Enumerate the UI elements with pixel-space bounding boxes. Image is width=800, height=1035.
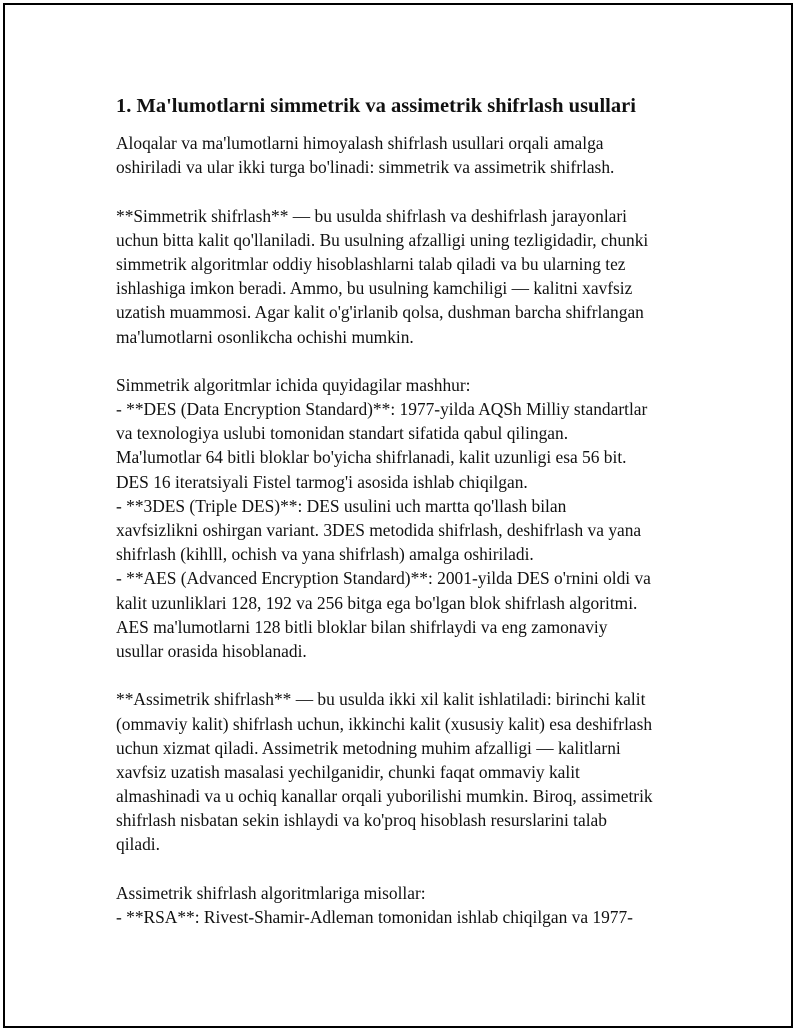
text-line: Ma'lumotlar 64 bitli bloklar bo'yicha shifrlanadi, kalit uzunligi esa 56 bit.: [116, 447, 627, 468]
text-line: xavfsiz uzatish masalasi yechilganidir, chunki faqat ommaviy kalit: [116, 761, 580, 782]
text-line: xavfsizlikni oshirgan variant. 3DES metodida shifrlash, deshifrlash va yana: [116, 520, 642, 540]
text-line: shifrlash nisbatan sekin ishlaydi va ko'proq hisoblash resurslarini talab: [116, 810, 607, 831]
text-line: (ommaviy kalit) shifrlash uchun, ikkinchi kalit (xususiy kalit) esa deshifrlash: [116, 713, 653, 734]
paragraph-intro: [116, 131, 706, 179]
text-line: shifrlash (kihlll, ochish va yana shifrlash) amalga oshiriladi.: [116, 544, 534, 565]
paragraph-asymmetric: [116, 687, 706, 856]
paragraph-gap: [116, 349, 706, 373]
paragraph-gap: [116, 857, 706, 881]
text-line: usullar orasida hisoblanadi.: [116, 640, 307, 661]
text-line: Aloqalar va ma'lumotlarni himoyalash shifrlash usullari orqali amalga: [116, 133, 604, 153]
text-line: DES 16 iteratsiyali Fistel tarmog'i asosida ishlab chiqilgan.: [116, 471, 528, 492]
text-line: uchun xizmat qiladi. Assimetrik metodning muhim afzalligi — kalitlarni: [116, 737, 621, 758]
text-line: - **AES (Advanced Encryption Standard)**: 2001-yilda DES o'rnini oldi va: [116, 568, 651, 589]
text-line: almashinadi va u ochiq kanallar orqali yuborilishi mumkin. Biroq, assimetrik: [116, 786, 653, 807]
paragraph-symmetric: [116, 204, 706, 349]
text-line: - **3DES (Triple DES)**: DES usulini uch martta qo'llash bilan: [116, 495, 567, 516]
text-line: ma'lumotlarni osonlikcha ochishi mumkin.: [116, 326, 414, 347]
document-title: 1. Ma'lumotlarni simmetrik va assimetrik shifrlash usullari: [116, 95, 636, 117]
text-line: kalit uzunliklari 128, 192 va 256 bitga ega bo'lgan blok shifrlash algoritmi.: [116, 592, 638, 613]
text-line: AES ma'lumotlarni 128 bitli bloklar bilan shifrlaydi va eng zamonaviy: [116, 616, 608, 637]
paragraph-asymmetric-examples: [116, 881, 706, 929]
text-line: Simmetrik algoritmlar ichida quyidagilar mashhur:: [116, 374, 471, 395]
text-line: **Assimetrik shifrlash** — bu usulda ikki xil kalit ishlatiladi: birinchi kalit: [116, 689, 646, 710]
text-line: uchun bitta kalit qo'llaniladi. Bu usulning afzalligi uning tezligidadir, chunki: [116, 229, 649, 250]
text-line: uzatish muammosi. Agar kalit o'g'irlanib qolsa, dushman barcha shifrlangan: [116, 302, 644, 323]
text-line: qiladi.: [116, 834, 160, 855]
text-line: oshiriladi va ular ikki turga bo'linadi: simmetrik va assimetrik shifrlash.: [116, 157, 615, 178]
document-body: [116, 93, 706, 929]
paragraph-symmetric-algorithms: [116, 373, 706, 663]
text-line: Assimetrik shifrlash algoritmlariga misollar:: [116, 882, 426, 903]
text-line: va texnologiya uslubi tomonidan standart sifatida qabul qilingan.: [116, 423, 569, 444]
paragraph-gap: [116, 663, 706, 687]
text-line: simmetrik algoritmlar oddiy hisoblashlarni talab qiladi va bu ularning tez: [116, 253, 626, 274]
text-line: ishlashiga imkon beradi. Ammo, bu usulning kamchiligi — kalitni xavfsiz: [116, 278, 633, 299]
paragraph-gap: [116, 179, 706, 203]
text-line: **Simmetrik shifrlash** — bu usulda shifrlash va deshifrlash jarayonlari: [116, 205, 627, 226]
text-line: - **RSA**: Rivest-Shamir-Adleman tomonidan ishlab chiqilgan va 1977-: [116, 907, 633, 927]
text-line: - **DES (Data Encryption Standard)**: 1977-yilda AQSh Milliy standartlar: [116, 399, 648, 420]
